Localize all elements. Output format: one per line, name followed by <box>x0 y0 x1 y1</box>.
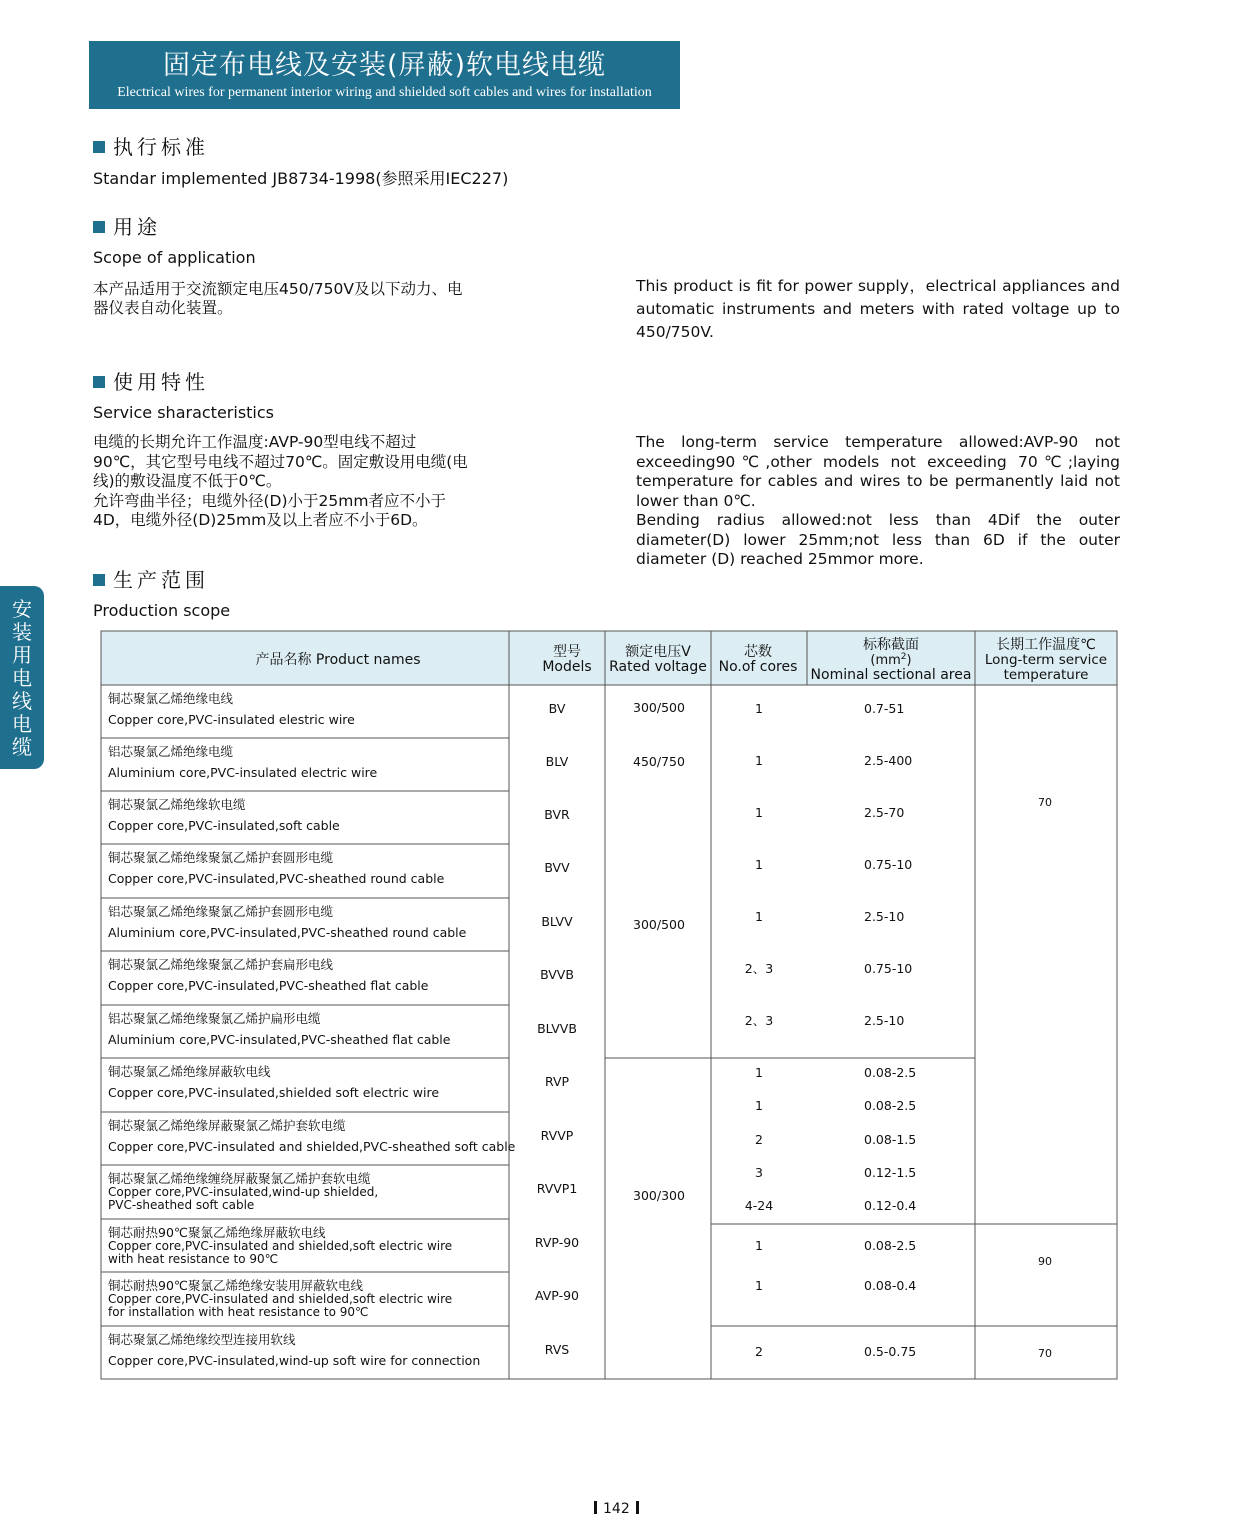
section-heading-characteristics: 使用特性 <box>93 370 209 394</box>
table-row <box>108 1332 569 1368</box>
area-cell: 2.5-70 <box>864 805 905 820</box>
product-name-en: Aluminium core,PVC-insulated,PVC-sheathed round cable <box>108 925 467 940</box>
application-subheading: Scope of application <box>93 248 256 267</box>
voltage-cell: 300/500 <box>633 917 685 932</box>
table-row <box>108 1118 574 1154</box>
table-row <box>108 1064 570 1100</box>
section-heading-standard: 执行标准 <box>93 135 209 159</box>
area-cell: 2.5-10 <box>864 909 905 924</box>
page-subtitle: Electrical wires for permanent interior wiring and shielded soft cables and wires for installation <box>117 85 652 100</box>
product-name-en: Copper core,PVC-insulated and shielded,soft electric wire <box>108 1239 453 1253</box>
standard-text: Standar implemented JB8734-1998(参照采用IEC227) <box>93 169 509 188</box>
header-area-zh: 标称截面 <box>863 637 919 653</box>
table-row <box>108 850 570 886</box>
area-cell: 0.08-2.5 <box>864 1238 917 1253</box>
area-cell: 0.08-1.5 <box>864 1132 917 1147</box>
model-cell: BVVB <box>540 967 574 982</box>
area-cell: 0.08-0.4 <box>864 1278 917 1293</box>
side-tab-label: 安 装 用 电 线 电 缆 <box>12 597 32 759</box>
product-name-en: for installation with heat resistance to 90℃ <box>108 1305 369 1319</box>
cores-cell: 2 <box>755 1344 763 1359</box>
application-zh: 本产品适用于交流额定电压450/750V及以下动力、电 器仪表自动化装置。 <box>93 280 463 317</box>
cores-cell: 1 <box>755 1098 763 1113</box>
page-bar-right <box>636 1501 639 1514</box>
table-row <box>108 797 570 833</box>
area-cell: 0.75-10 <box>864 857 913 872</box>
header-cores-zh: 芯数 <box>744 644 772 660</box>
page-title: 固定布电线及安装(屏蔽)软电线电缆 <box>162 50 607 81</box>
area-cell: 0.08-2.5 <box>864 1065 917 1080</box>
product-name-en: with heat resistance to 90℃ <box>108 1252 279 1266</box>
model-cell: BLVVB <box>537 1021 577 1036</box>
product-name-zh: 铜芯耐热90℃聚氯乙烯绝缘安装用屏蔽软电线 <box>108 1278 363 1293</box>
product-name-en: PVC-sheathed soft cable <box>108 1198 255 1212</box>
area-cell: 0.5-0.75 <box>864 1344 917 1359</box>
header-temp-en-2: temperature <box>1003 667 1089 683</box>
page-number: 142 <box>588 1500 645 1518</box>
model-cell: RVS <box>544 1342 570 1357</box>
table-rows <box>108 691 579 1368</box>
header-cores-en: No.of cores <box>718 659 798 675</box>
product-name-en: Copper core,PVC-insulated,PVC-sheathed round cable <box>108 871 445 886</box>
model-cell: BLV <box>545 754 569 769</box>
application-en: This product is fit for power supply，electrical appliances and automatic instruments and meters with rated voltage up to 450/750V. <box>636 277 1120 341</box>
model-cell: BLVV <box>541 914 573 929</box>
cores-cell: 1 <box>755 1278 763 1293</box>
header-temp-en-1: Long-term service <box>984 652 1108 668</box>
product-name-en: Copper core,PVC-insulated,PVC-sheathed flat cable <box>108 978 429 993</box>
product-name-zh: 铜芯聚氯乙烯绝缘软电缆 <box>108 797 246 812</box>
header-voltage-zh: 额定电压V <box>625 644 691 660</box>
product-name-zh: 铜芯聚氯乙烯绝缘聚氯乙烯护套扁形电线 <box>108 957 334 972</box>
cores-cell: 1 <box>755 701 763 716</box>
characteristics-subheading: Service sharacteristics <box>93 403 275 422</box>
table-row <box>108 1171 577 1212</box>
product-name-zh: 铜芯聚氯乙烯绝缘屏蔽软电线 <box>108 1064 271 1079</box>
temperature-cell: 70 <box>1038 1347 1052 1360</box>
product-name-en: Copper core,PVC-insulated,soft cable <box>108 818 340 833</box>
cores-cell: 1 <box>755 857 763 872</box>
model-cell: RVVP <box>540 1128 574 1143</box>
characteristics-en: The long-term service temperature allowed:AVP-90 not exceeding90℃,other models not exceeding 70℃;laying temperature for cables and wires to be permanently laid not lower than 0℃. Bending radius allowed:not less than 4Dif the outer diameter(D) lower 25mm;not less than 6D if the outer diameter (D) reached 25mmor more. <box>636 433 1120 568</box>
model-cell: BV <box>548 701 566 716</box>
product-name-en: Copper core,PVC-insulated,wind-up soft wire for connection <box>108 1353 481 1368</box>
model-cell: RVP-90 <box>534 1235 580 1250</box>
voltage-cell: 450/750 <box>633 754 685 769</box>
product-name-en: Copper core,PVC-insulated elestric wire <box>108 712 355 727</box>
table-row <box>108 904 573 940</box>
product-name-en: Aluminium core,PVC-insulated,PVC-sheathed flat cable <box>108 1032 451 1047</box>
model-cell: RVVP1 <box>536 1181 578 1196</box>
cores-cell: 1 <box>755 805 763 820</box>
model-cell: AVP-90 <box>535 1288 579 1303</box>
header-area-unit: $(mm^2)$ <box>870 652 912 668</box>
area-cell: 0.12-0.4 <box>864 1198 917 1213</box>
table-row <box>108 1278 579 1319</box>
table-grid <box>101 631 1117 1379</box>
cores-cell: 1 <box>755 1065 763 1080</box>
header-models-en: Models <box>542 659 592 675</box>
section-heading-application: 用途 <box>93 215 161 239</box>
header-temp-zh: 长期工作温度℃ <box>996 637 1096 653</box>
area-cell: 0.08-2.5 <box>864 1098 917 1113</box>
header-models-zh: 型号 <box>553 644 581 660</box>
table-values <box>633 700 1052 1360</box>
voltage-cell: 300/500 <box>633 700 685 715</box>
product-name-en: Copper core,PVC-insulated and shielded,soft electric wire <box>108 1292 453 1306</box>
product-name-en: Copper core,PVC-insulated,wind-up shielded, <box>108 1185 379 1199</box>
product-name-zh: 铜芯聚氯乙烯绝缘聚氯乙烯护套圆形电缆 <box>108 850 334 865</box>
production-subheading: Production scope <box>93 601 231 620</box>
temperature-cell: 70 <box>1038 796 1052 809</box>
cores-cell: 1 <box>755 1238 763 1253</box>
product-name-zh: 铜芯聚氯乙烯绝缘屏蔽聚氯乙烯护套软电缆 <box>108 1118 346 1133</box>
product-name-zh: 铝芯聚氯乙烯绝缘聚氯乙烯护扁形电缆 <box>108 1011 321 1026</box>
product-name-zh: 铜芯聚氯乙烯绝缘电线 <box>108 691 234 706</box>
product-name-zh: 铜芯耐热90℃聚氯乙烯绝缘屏蔽软电线 <box>108 1225 326 1240</box>
section-heading-production: 生产范围 <box>93 568 209 592</box>
area-cell: 0.75-10 <box>864 961 913 976</box>
table-row <box>108 957 574 993</box>
product-name-zh: 铝芯聚氯乙烯绝缘聚氯乙烯护套圆形电缆 <box>108 904 334 919</box>
header-area-en: Nominal sectional area <box>810 667 972 683</box>
voltage-cell: 300/300 <box>633 1188 685 1203</box>
cores-cell: 2、3 <box>744 961 774 976</box>
table-row <box>108 1225 579 1266</box>
product-name-zh: 铜芯聚氯乙烯绝缘缠绕屏蔽聚氯乙烯护套软电缆 <box>108 1171 371 1186</box>
model-cell: BVV <box>544 860 570 875</box>
cores-cell: 2 <box>755 1132 763 1147</box>
product-name-en: Copper core,PVC-insulated,shielded soft electric wire <box>108 1085 440 1100</box>
page-bar-left <box>594 1501 597 1514</box>
table-row <box>108 744 569 780</box>
area-cell: 2.5-10 <box>864 1013 905 1028</box>
product-name-en: Aluminium core,PVC-insulated electric wire <box>108 765 378 780</box>
product-name-en: Copper core,PVC-insulated and shielded,PVC-sheathed soft cable <box>108 1139 516 1154</box>
cores-cell: 1 <box>755 909 763 924</box>
area-cell: 2.5-400 <box>864 753 913 768</box>
area-cell: 0.7-51 <box>864 701 905 716</box>
cores-cell: 4-24 <box>744 1198 774 1213</box>
table-row <box>108 1011 577 1047</box>
temperature-cell: 90 <box>1038 1255 1052 1268</box>
characteristics-zh: 电缆的长期允许工作温度:AVP-90型电线不超过 90℃，其它型号电线不超过70℃。固定敷设用电缆(电 线)的敷设温度不低于0℃。 允许弯曲半径；电缆外径(D)小于25mm者应不小于 4D，电缆外径(D)25mm及以上者应不小于6D。 <box>93 433 468 529</box>
model-cell: BVR <box>544 807 570 822</box>
area-cell: 0.12-1.5 <box>864 1165 917 1180</box>
cores-cell: 1 <box>755 753 763 768</box>
product-name-zh: 铜芯聚氯乙烯绝缘绞型连接用软线 <box>108 1332 296 1347</box>
table-row <box>108 691 566 727</box>
cores-cell: 2、3 <box>744 1013 774 1028</box>
header-product-names: 产品名称 Product names <box>255 652 421 668</box>
model-cell: RVP <box>544 1074 570 1089</box>
cores-cell: 3 <box>755 1165 763 1180</box>
header-voltage-en: Rated voltage <box>609 659 707 675</box>
product-name-zh: 铝芯聚氯乙烯绝缘电缆 <box>108 744 234 759</box>
